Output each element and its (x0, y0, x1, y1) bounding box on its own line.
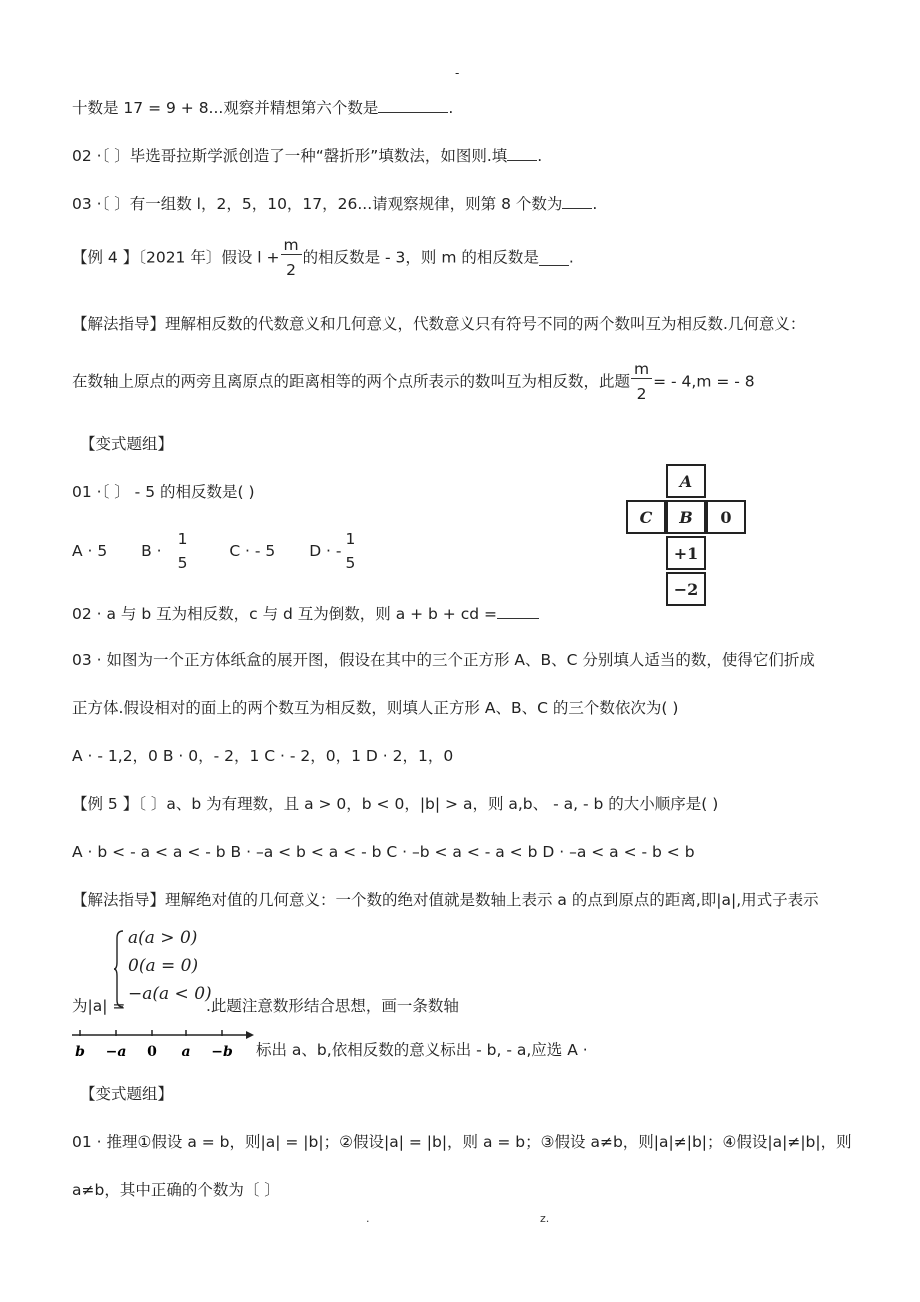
numerator: m (631, 360, 652, 379)
option-c: C · - 5 (229, 542, 276, 560)
example-5-options: A · b < - a < a < - b B · –a < b < a < - b C · –b < a < - a < b D · –a < a < - b < b (72, 843, 695, 861)
solution-guide-3: 【解法指导】理解绝对值的几何意义：一个数的绝对值就是数轴上表示 a 的点到原点的距离,即|a|,用式子表示 (72, 891, 819, 909)
example-text-2: 的相反数是 - 3，则 m 的相反数是 (302, 248, 539, 267)
example-text: 【例 4 】〔2021 年〕假设 l + (72, 248, 280, 267)
answer-blank (497, 602, 539, 619)
footer-right-mark: z. (540, 1212, 550, 1225)
solution-guide-1: 【解法指导】理解相反数的代数意义和几何意义，代数意义只有符号不同的两个数叫互为相反数.几何意义： (72, 315, 806, 333)
abs-prefix: 为|a| = (72, 997, 126, 1015)
variant-01: 01 ·〔 〕 - 5 的相反数是( ) (72, 483, 255, 501)
number-line-label-b: b (75, 1044, 85, 1060)
number-line-label-neg-b: −b (211, 1044, 233, 1060)
option-b: B · (141, 542, 162, 560)
option-a: A · 5 (72, 542, 108, 560)
question-text: 02 ·〔 〕毕选哥拉斯学派创造了一种“罄折形”填数法，如图则.填 (72, 147, 508, 165)
number-line (70, 1028, 256, 1062)
variant-03-line-1: 03 · 如图为一个正方体纸盒的展开图，假设在其中的三个正方形 A、B、C 分别填人适当的数，使得它们折成 (72, 651, 815, 669)
net-cell-minus-two: −2 (666, 572, 706, 606)
denominator: 2 (286, 261, 296, 279)
variant-02 (72, 602, 539, 624)
net-cell-plus-one: +1 (666, 536, 706, 570)
option-d: D · - (309, 542, 342, 560)
variant-group-heading: 【变式题组】 (80, 435, 174, 453)
answer-blank (507, 144, 537, 161)
guide-text: 在数轴上原点的两旁且离原点的距离相等的两个点所表示的数叫互为相反数，此题 (72, 372, 631, 391)
numerator: m (281, 236, 302, 255)
fraction-one-fifth (175, 530, 191, 572)
period: . (568, 248, 574, 267)
line-text: 十数是 17 = 9 + 8...观察并精想第六个数是 (72, 99, 379, 117)
header-mark: - (455, 66, 460, 80)
fraction-one-fifth (343, 530, 359, 572)
fraction-m-over-2 (631, 360, 652, 403)
denominator: 5 (345, 554, 356, 572)
period: . (448, 99, 454, 117)
variant-03-options: A · - 1,2，0 B · 0，- 2，1 C · - 2，0，1 D · 2，1，0 (72, 747, 454, 765)
solution-guide-2 (72, 360, 755, 403)
piecewise-case-2: 0(a = 0) (128, 956, 199, 976)
number-line-label-a: a (181, 1044, 191, 1060)
answer-blank (539, 249, 569, 266)
numerator: 1 (177, 530, 188, 548)
period: . (592, 195, 598, 213)
denominator: 2 (636, 385, 647, 403)
denominator: 5 (177, 554, 188, 572)
net-cell-c: C (626, 500, 666, 534)
question-text: 02 · a 与 b 互为相反数，c 与 d 互为倒数，则 a + b + cd = (72, 605, 497, 623)
piecewise-case-3: −a(a < 0) (128, 984, 212, 1004)
variant-03-line-2: 正方体.假设相对的面上的两个数互为相反数，则填人正方形 A、B、C 的三个数依次为( ) (72, 699, 679, 717)
footer-left-mark: . (366, 1212, 370, 1225)
example-4 (72, 236, 574, 279)
question-02-qingzhe (72, 144, 542, 166)
answer-blank (378, 96, 448, 113)
number-line-label-neg-a: −a (105, 1044, 127, 1060)
question-text: 03 ·〔 〕有一组数 l，2，5，10，17，26...请观察规律，则第 8 个数为 (72, 195, 563, 213)
question-03-sequence (72, 192, 597, 214)
answer-blank (562, 192, 592, 209)
period: . (537, 147, 543, 165)
number-line-label-zero: 0 (147, 1044, 157, 1060)
variant-group-heading-2: 【变式题组】 (80, 1085, 174, 1103)
example-5: 【例 5 】〔 〕a、b 为有理数，且 a > 0，b < 0，|b| > a，则 a,b、 - a, - b 的大小顺序是( ) (72, 795, 719, 813)
variant2-01-line-1: 01 · 推理①假设 a = b，则|a| = |b|；②假设|a| = |b|，则 a = b；③假设 a≠b，则|a|≠|b|；④假设|a|≠|b|，则 (72, 1133, 852, 1151)
piecewise-case-1: a(a > 0) (128, 928, 198, 948)
net-cell-zero: 0 (706, 500, 746, 534)
cube-net-figure (626, 464, 748, 608)
line-sequence-sixth (72, 96, 453, 118)
numerator: 1 (345, 530, 356, 548)
guide-result: = - 4,m = - 8 (653, 372, 755, 391)
net-cell-a: A (666, 464, 706, 498)
number-line-caption: 标出 a、b,依相反数的意义标出 - b, - a,应选 A · (256, 1041, 588, 1059)
net-cell-b: B (666, 500, 706, 534)
fraction-m-over-2 (281, 236, 302, 279)
abs-suffix: .此题注意数形结合思想，画一条数轴 (206, 997, 459, 1015)
variant2-01-line-2: a≠b，其中正确的个数为〔 〕 (72, 1181, 280, 1199)
variant-01-options (72, 530, 359, 572)
